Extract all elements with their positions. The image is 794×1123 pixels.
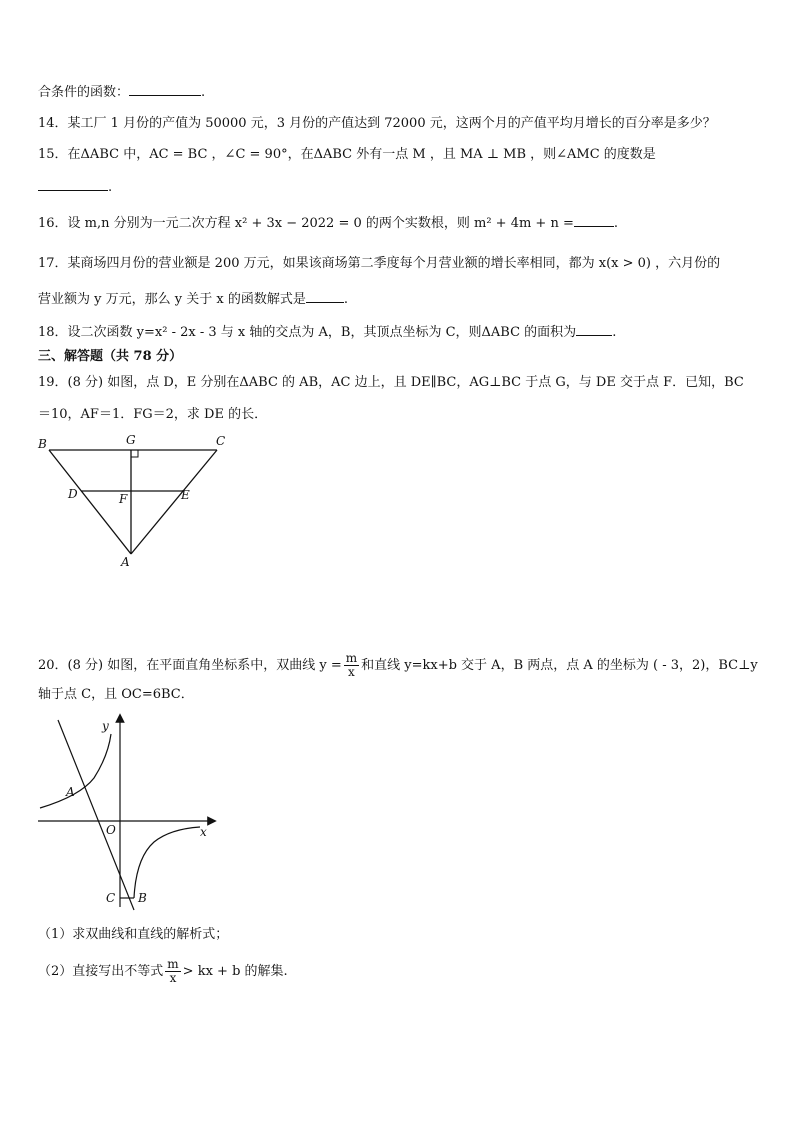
question-19-line2: ＝10，AF＝1．FG＝2，求 DE 的长． bbox=[38, 407, 268, 422]
question-16: 16．设 m,n 分别为一元二次方程 x² + 3x − 2022 = 0 的两个实数根，则 m² + 4m + n = . bbox=[38, 216, 618, 231]
question-18: 18．设二次函数 y=x² - 2x - 3 与 x 轴的交点为 A，B，其顶点坐标为 C，则ΔABC 的面积为 . bbox=[38, 325, 617, 340]
label-a: A bbox=[66, 785, 75, 799]
fraction-m-over-x: $\frac{m}{x}$ bbox=[345, 651, 358, 679]
question-17: 17．某商场四月份的营业额是 200 万元，如果该商场第二季度每个月营业额的增长率相同，都为 x(x > 0) ，六月份的 bbox=[38, 256, 721, 271]
triangle-figure bbox=[30, 430, 240, 575]
question-20-part1: （1）求双曲线和直线的解析式； bbox=[38, 927, 229, 942]
question-20-part2: （2）直接写出不等式 $\frac{m}{x}$ > kx + b 的解集. bbox=[38, 957, 288, 985]
label-d: D bbox=[68, 487, 78, 501]
label-x-axis: x bbox=[200, 825, 207, 839]
question-15: 15．在ΔABC 中，AC = BC ，∠C = 90°，在ΔABC 外有一点 M ，且 MA ⊥ MB ，则∠AMC 的度数是 bbox=[38, 147, 656, 162]
answer-blank[interactable] bbox=[576, 323, 612, 336]
question-14: 14．某工厂 1 月份的产值为 50000 元，3 月份的产值达到 72000 元，这两个月的产值平均月增长的百分率是多少？ bbox=[38, 116, 716, 131]
answer-blank[interactable] bbox=[129, 83, 201, 96]
fraction-m-over-x-2: $\frac{m}{x}$ bbox=[167, 957, 179, 985]
question-17-line2: 营业额为 y 万元，那么 y 关于 x 的函数解式是 . bbox=[38, 292, 348, 307]
label-g: G bbox=[126, 433, 136, 447]
answer-blank[interactable] bbox=[306, 290, 344, 303]
question-20-line2: 轴于点 C，且 OC=6BC． bbox=[38, 687, 194, 702]
question-15-answer: . bbox=[38, 178, 112, 197]
label-b: B bbox=[38, 437, 47, 451]
question-20: 20．(8 分) 如图，在平面直角坐标系中，双曲线 y = $\frac{m}{x}$ 和直线 y=kx+b 交于 A，B 两点，点 A 的坐标为 ( - 3，2)，BC⊥y bbox=[38, 651, 758, 679]
label-e: E bbox=[181, 488, 190, 502]
label-c: C bbox=[216, 434, 226, 448]
question-19: 19．(8 分) 如图，点 D，E 分别在ΔABC 的 AB，AC 边上，且 DE∥BC，AG⊥BC 于点 G，与 DE 交于点 F．已知，BC bbox=[38, 375, 744, 390]
label-c: C bbox=[106, 891, 116, 905]
answer-blank[interactable] bbox=[38, 178, 108, 191]
label-b: B bbox=[138, 891, 147, 905]
label-y-axis: y bbox=[102, 719, 109, 733]
label-f: F bbox=[119, 492, 128, 506]
label-o: O bbox=[106, 823, 116, 837]
coordinate-figure bbox=[30, 712, 220, 912]
label-a: A bbox=[121, 555, 130, 569]
answer-blank[interactable] bbox=[574, 214, 614, 227]
q13-tail: 合条件的函数： . bbox=[38, 85, 206, 100]
section-heading: 三、解答题（共 78 分） bbox=[38, 349, 183, 364]
